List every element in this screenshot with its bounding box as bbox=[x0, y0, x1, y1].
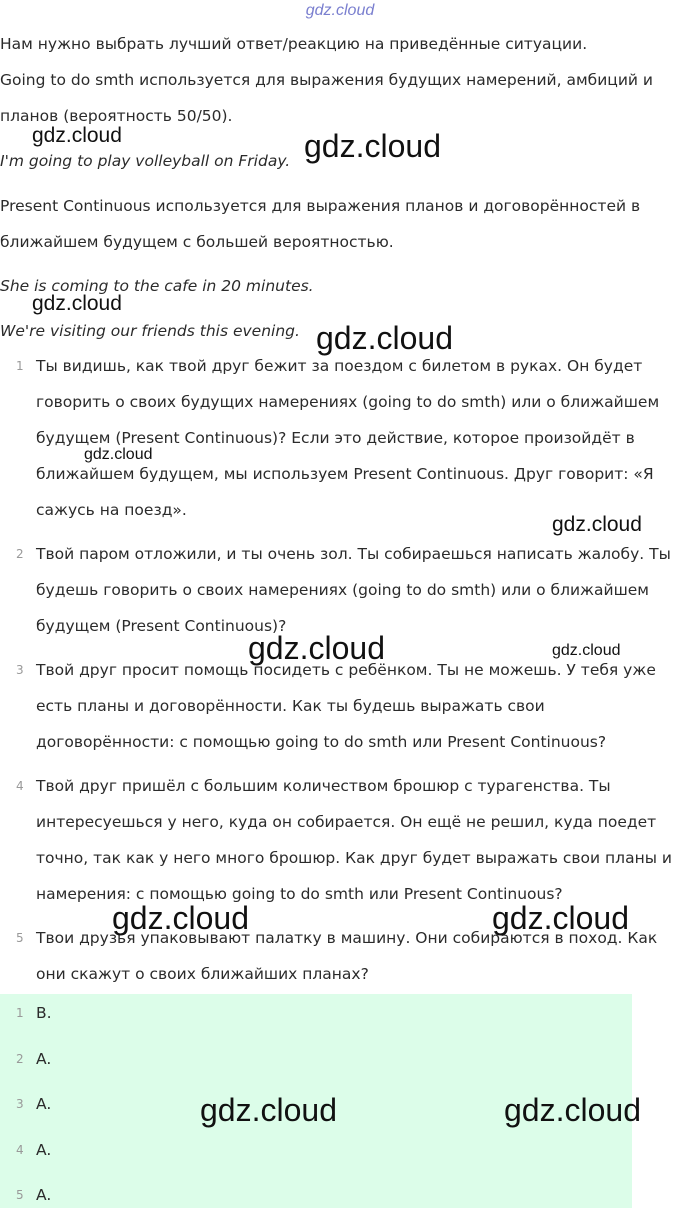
intro-line: Нам нужно выбрать лучший ответ/реакцию на приведённые ситуации. bbox=[0, 35, 588, 53]
answer-number: 2 bbox=[16, 1051, 24, 1066]
answer-number: 1 bbox=[16, 1006, 24, 1020]
watermark: gdz.cloud bbox=[112, 900, 249, 936]
situation-text: Твой друг просит помощь посидеть с ребёнком. Ты не можешь. У тебя уже есть планы и договорённости. Как ты будешь выражать свои договорённости: с помощью going to do smth или Present Continuous? bbox=[36, 661, 656, 751]
situation-item bbox=[0, 768, 680, 912]
situation-text: Ты видишь, как твой друг бежит за поездом с билетом в руках. Он будет говорить о своих будущих намерениях (going to do smth) или о ближайшем будущем (Present Continuous)? Если это действие, которое произойдёт в ближайшем будущем, мы используем Present Continuous. Друг говорит: «Я сажусь на поезд». bbox=[36, 357, 660, 519]
situation-item bbox=[0, 652, 680, 760]
going-to-rule: Going to do smth используется для выражения будущих намерений, амбиций и планов (вероятность 50/50). bbox=[0, 71, 653, 125]
answer-value: A. bbox=[36, 1186, 52, 1204]
watermark: gdz.cloud bbox=[32, 124, 122, 147]
item-number: 1 bbox=[16, 359, 24, 373]
present-continuous-rule: Present Continuous используется для выражения планов и договорённостей в ближайшем будущем с большей вероятностью. bbox=[0, 197, 641, 251]
answer-row bbox=[0, 1176, 632, 1222]
item-number: 5 bbox=[16, 931, 24, 945]
answer-value: A. bbox=[36, 1049, 52, 1068]
answer-value: B. bbox=[36, 1004, 52, 1022]
watermark: gdz.cloud bbox=[492, 900, 629, 936]
pc-example-1: She is coming to the cafe in 20 minutes. bbox=[0, 277, 314, 295]
watermark: gdz.cloud bbox=[32, 292, 122, 315]
watermark: gdz.cloud bbox=[200, 1092, 337, 1128]
situation-text: Твой паром отложили, и ты очень зол. Ты собираешься написать жалобу. Ты будешь говорить о своих намерениях (going to do smth) или о ближайшем будущем (Present Continuous)? bbox=[36, 545, 671, 635]
answer-row bbox=[0, 994, 632, 1040]
answer-row bbox=[0, 1040, 632, 1086]
watermark: gdz.cloud bbox=[552, 642, 621, 659]
watermark: gdz.cloud bbox=[316, 320, 453, 356]
watermark: gdz.cloud bbox=[304, 128, 441, 164]
watermark: gdz.cloud bbox=[552, 513, 642, 536]
going-to-example: I'm going to play volleyball on Friday. bbox=[0, 152, 291, 170]
answer-number: 3 bbox=[16, 1097, 24, 1111]
item-number: 4 bbox=[16, 779, 24, 793]
watermark: gdz.cloud bbox=[248, 630, 385, 666]
pc-example-2: We're visiting our friends this evening. bbox=[0, 322, 300, 340]
answer-value: A. bbox=[36, 1140, 52, 1159]
situation-text: Твои друзья упаковывают палатку в машину. Они собираются в поход. Как они скажут о своих ближайших планах? bbox=[36, 929, 658, 983]
item-number: 2 bbox=[16, 547, 24, 561]
answer-value: A. bbox=[36, 1095, 52, 1113]
situation-item bbox=[0, 536, 680, 644]
item-number: 3 bbox=[16, 663, 24, 677]
answer-number: 5 bbox=[16, 1188, 24, 1202]
watermark-header: gdz.cloud bbox=[305, 2, 375, 19]
situation-item bbox=[0, 348, 680, 528]
answer-row bbox=[0, 1131, 632, 1177]
situation-text: Твой друг пришёл с большим количеством брошюр с турагенства. Ты интересуешься у него, куда он собирается. Он ещё не решил, куда поедет точно, так как у него много брошюр. Как друг будет выражать свои планы и намерения: с помощью going to do smth или Present Continuous? bbox=[36, 777, 672, 903]
watermark: gdz.cloud bbox=[84, 446, 153, 463]
watermark: gdz.cloud bbox=[504, 1092, 641, 1128]
answer-number: 4 bbox=[16, 1142, 24, 1157]
